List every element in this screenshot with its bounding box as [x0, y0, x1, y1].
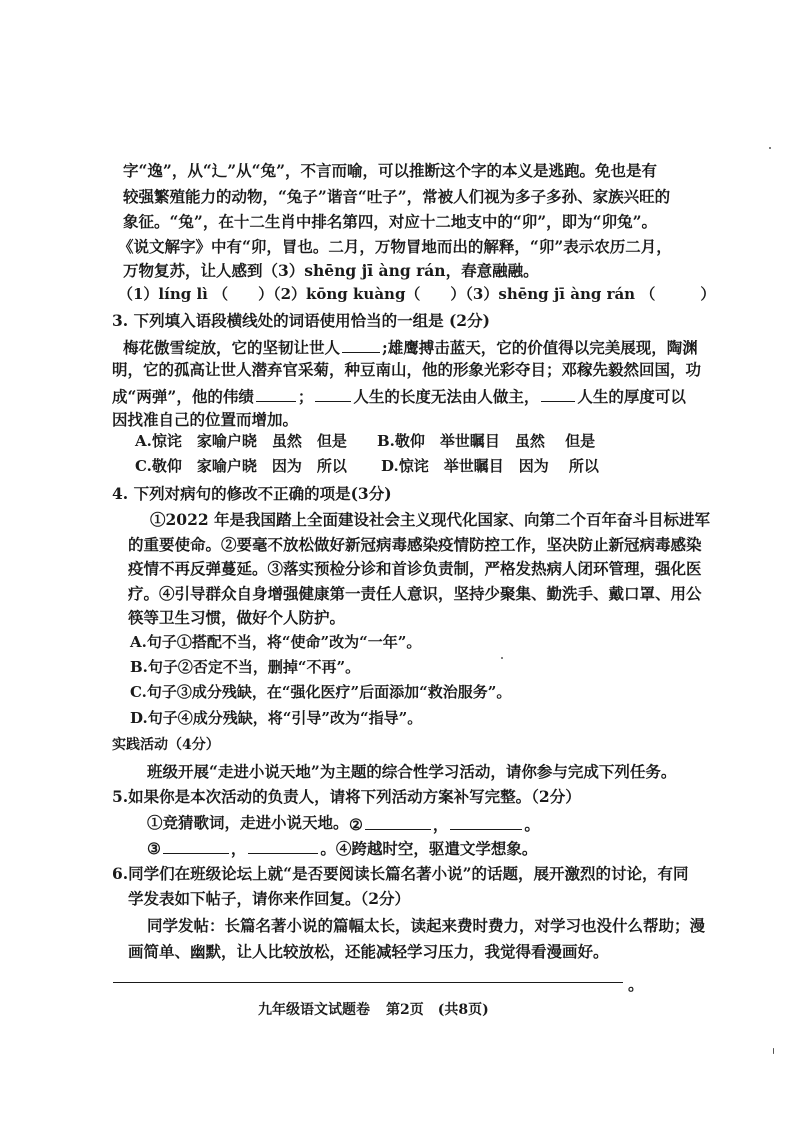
q4-option-a: A.句子①搭配不当，将“使命”改为“一年”。 — [130, 633, 422, 651]
q5-item-2-marker: ② — [349, 815, 363, 834]
q3-line-3-c: 人生的长度无法由人做主， — [353, 387, 540, 406]
footer-page-number: 第2页 (共8页) — [386, 1002, 489, 1018]
q3-option-c: C.敬仰 家喻户晓 因为 所以 — [135, 457, 347, 475]
q5-blank-4[interactable] — [248, 839, 318, 854]
q3-blank-2[interactable] — [256, 387, 296, 402]
q5-item-3-marker: ③ — [147, 839, 161, 858]
scan-speck — [501, 657, 503, 659]
practice-intro: 班级开展“走进小说天地”为主题的综合性学习活动，请你参与完成下列任务。 — [147, 762, 677, 781]
q3-line-3-a: 成“两弹”，他的伟绩 — [112, 387, 254, 406]
q3-line-4: 因找准自己的位置而增加。 — [112, 410, 299, 429]
q3-blank-1[interactable] — [342, 338, 380, 353]
q4-option-b: B.句子②否定不当，删掉“不再”。 — [130, 658, 361, 676]
q5-comma: ， — [432, 815, 449, 834]
q6-answer-line[interactable] — [113, 982, 623, 983]
q3-line-2: 明，它的孤高让世人潜弃官采菊，种豆南山，他的形象光彩夺目；邓稼先毅然回国，功 — [112, 360, 702, 379]
passage-line-5: 万物复苏，让人感到（3）shēng jī àng rán，春意融融。 — [123, 261, 539, 280]
q4-stem: 4. 下列对病句的修改不正确的项是(3分) — [112, 484, 392, 503]
q6-line-4: 画简单、幽默，让人比较放松，还能减轻学习压力，我觉得看漫画好。 — [128, 942, 609, 961]
footer-exam-title: 九年级语文试题卷 — [258, 1002, 370, 1018]
q3-option-a: A.惊诧 家喻户晓 虽然 但是 — [135, 432, 347, 450]
q3-line-3-b: ； — [297, 387, 314, 406]
passage-line-4: 《说文解字》中有“卯，冒也。二月，万物冒地而出的解释，“卯”表示农历二月， — [118, 237, 672, 256]
q6-line-1: 6.同学们在班级论坛上就“是否要阅读长篇名著小说”的话题，展开激烈的讨论，有同 — [112, 864, 689, 883]
q5-blank-2[interactable] — [450, 815, 522, 830]
q4-option-d: D.句子④成分残缺，将“引导”改为“指导”。 — [130, 709, 423, 727]
pinyin-answer-row: （1）líng lì （ ）（2）kōng kuàng（ ）（3）shēng jī àng rán （ ） — [118, 285, 716, 303]
q5-blank-3[interactable] — [163, 839, 229, 854]
passage-line-3: 象征。“兔”，在十二生肖中排名第四，对应十二地支中的“卯”，即为“卯兔”。 — [123, 212, 657, 231]
q5-stem: 5.如果你是本次活动的负责人，请将下列活动方案补写完整。（2分） — [112, 787, 581, 806]
q5-item-4: 。④跨越时空，驱遣文学想象。 — [320, 839, 538, 858]
q3-line-3-d: 人生的厚度可以 — [577, 387, 686, 406]
q5-item-3 — [147, 839, 537, 857]
q3-line-1 — [123, 338, 698, 356]
q3-stem: 3. 下列填入语段横线处的词语使用恰当的一组是 (2分) — [112, 311, 490, 330]
q4-line-1: ①2022 年是我国踏上全面建设社会主义现代化国家、向第二个百年奋斗目标进军 — [150, 510, 711, 529]
q3-line-1-b: ;雄鹰搏击蓝天，它的价值得以完美展现，陶渊 — [382, 338, 698, 357]
q5-period: 。 — [524, 815, 540, 834]
practice-section-title: 实践活动（4分） — [112, 737, 220, 753]
passage-line-2: 较强繁殖能力的动物，“兔子”谐音“吐子”，常被人们视为多子多孙、家族兴旺的 — [123, 187, 671, 206]
q3-blank-3[interactable] — [315, 387, 351, 402]
q3-option-b: B.敬仰 举世瞩目 虽然 但是 — [377, 432, 596, 450]
scan-speck — [773, 1048, 774, 1054]
scan-speck — [769, 147, 771, 149]
passage-line-1: 字“逸”，从“辶”从“兔”，不言而喻，可以推断这个字的本义是逃跑。免也是有 — [123, 161, 657, 180]
q4-line-2: 的重要使命。②要毫不放松做好新冠病毒感染疫情防控工作，坚决防止新冠病毒感染 — [128, 535, 702, 554]
q6-answer-end-mark: 。 — [628, 975, 645, 994]
q4-line-5: 筷等卫生习惯，做好个人防护。 — [128, 608, 346, 627]
q4-line-3: 疫情不再反弹蔓延。③落实预检分诊和首诊负责制，严格发热病人闭环管理，强化医 — [128, 559, 702, 578]
q3-blank-4[interactable] — [541, 387, 575, 402]
q4-option-c: C.句子③成分残缺，在“强化医疗”后面添加“救治服务”。 — [130, 683, 512, 701]
q5-item-1: ①竞猜歌词，走进小说天地。 — [147, 813, 349, 832]
q5-item-2 — [349, 815, 540, 833]
q5-blank-1[interactable] — [365, 815, 431, 830]
q3-option-d: D.惊诧 举世瞩目 因为 所以 — [381, 457, 599, 475]
q3-line-3 — [112, 387, 686, 405]
q5-comma-2: ， — [230, 839, 247, 858]
q6-line-2: 学发表如下帖子，请你来作回复。（2分） — [128, 889, 411, 908]
q6-line-3: 同学发帖：长篇名著小说的篇幅太长，读起来费时费力，对学习也没什么帮助；漫 — [147, 916, 706, 935]
q3-line-1-a: 梅花傲雪绽放，它的坚韧让世人 — [123, 338, 341, 357]
q4-line-4: 疗。④引导群众自身增强健康第一责任人意识，坚持少聚集、勤洗手、戴口罩、用公 — [128, 584, 702, 603]
